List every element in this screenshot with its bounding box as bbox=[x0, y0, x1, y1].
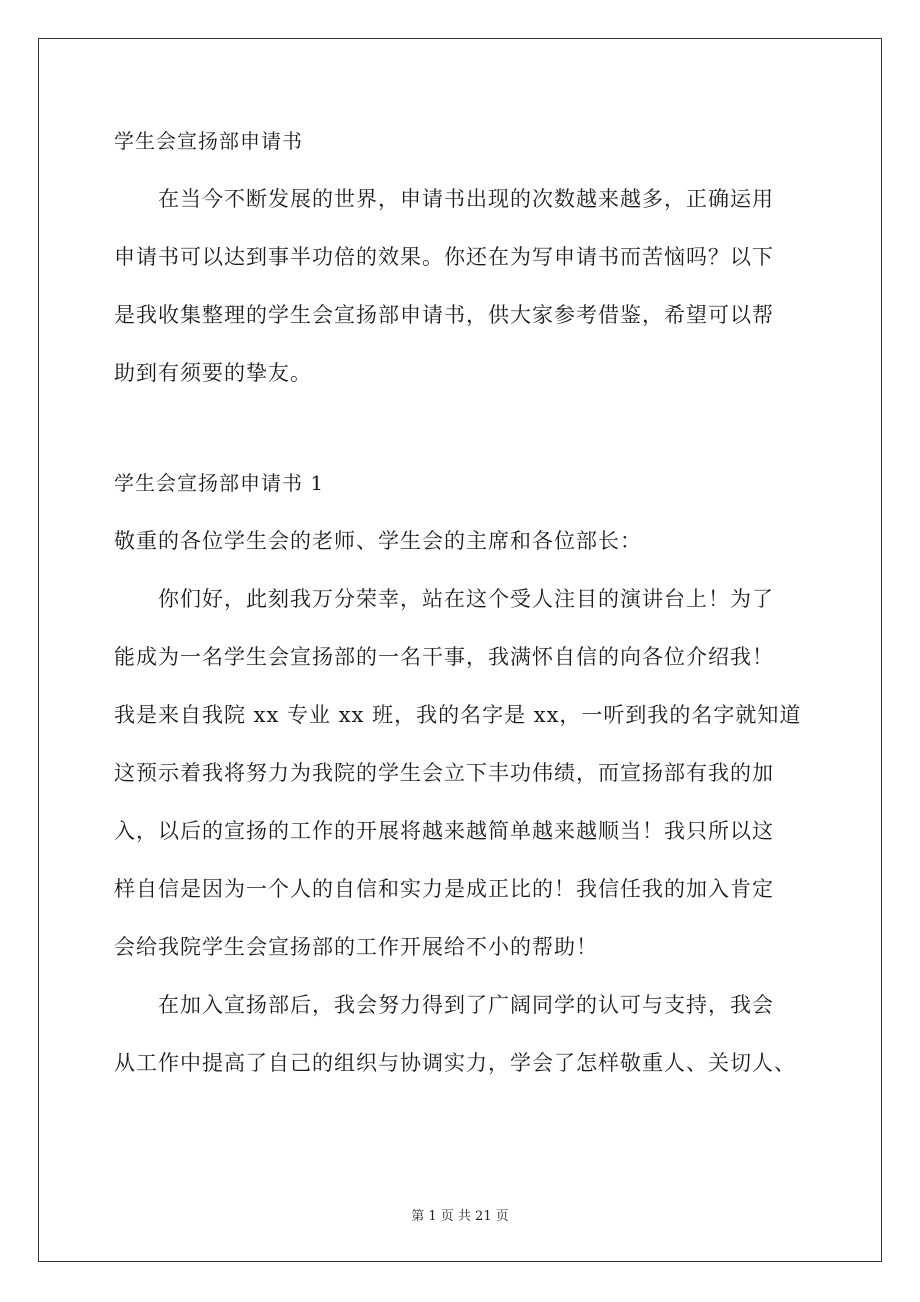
intro-line: 在当今不断发展的世界，申请书出现的次数越来越多，正确运用 bbox=[158, 187, 774, 211]
section-title: 学生会宣扬部申请书 1 bbox=[114, 471, 325, 495]
paragraph-line: 我是来自我院 xx 专业 xx 班，我的名字是 xx，一听到我的名字就知道 bbox=[114, 703, 802, 727]
intro-line: 助到有须要的挚友。 bbox=[114, 361, 312, 385]
salutation: 敬重的各位学生会的老师、学生会的主席和各位部长： bbox=[114, 529, 642, 553]
section-spacer bbox=[114, 402, 814, 454]
paragraph-line: 你们好，此刻我万分荣幸，站在这个受人注目的演讲台上！为了 bbox=[158, 587, 774, 611]
page-number: 第 1 页 共 21 页 bbox=[411, 1209, 509, 1224]
document-body bbox=[114, 112, 814, 1092]
paragraph-line: 样自信是因为一个人的自信和实力是成正比的！我信任我的加入肯定 bbox=[114, 877, 774, 901]
paragraph-line: 这预示着我将努力为我院的学生会立下丰功伟绩，而宣扬部有我的加 bbox=[114, 761, 774, 785]
document-title: 学生会宣扬部申请书 bbox=[114, 129, 303, 153]
intro-line: 是我收集整理的学生会宣扬部申请书，供大家参考借鉴，希望可以帮 bbox=[114, 303, 774, 327]
paragraph-line: 在加入宣扬部后，我会努力得到了广阔同学的认可与支持，我会 bbox=[158, 993, 774, 1017]
paragraph-line: 能成为一名学生会宣扬部的一名干事，我满怀自信的向各位介绍我！ bbox=[114, 645, 774, 669]
intro-line: 申请书可以达到事半功倍的效果。你还在为写申请书而苦恼吗？以下 bbox=[114, 245, 774, 269]
paragraph-line: 入，以后的宣扬的工作的开展将越来越简单越来越顺当！我只所以这 bbox=[114, 819, 774, 843]
paragraph-line: 从工作中提高了自己的组织与协调实力，学会了怎样敬重人、关切人、 bbox=[114, 1051, 796, 1075]
paragraph-line: 会给我院学生会宣扬部的工作开展给不小的帮助！ bbox=[114, 935, 598, 959]
